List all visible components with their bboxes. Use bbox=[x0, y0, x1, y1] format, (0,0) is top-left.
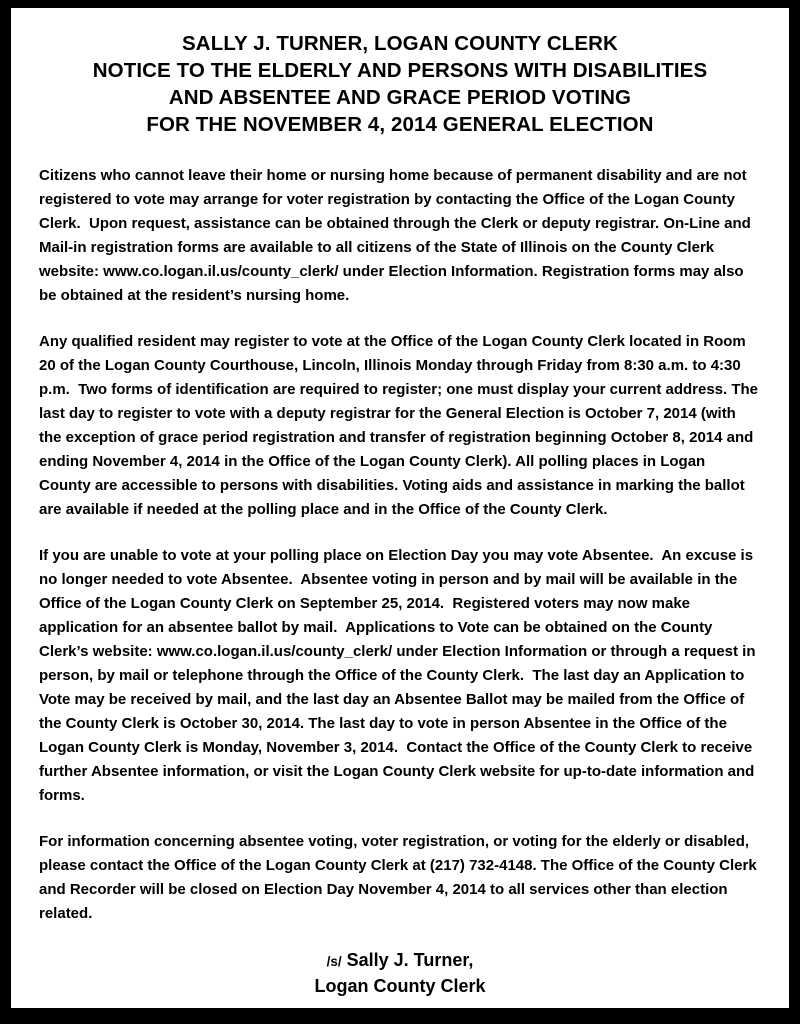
paragraph-registration-deadlines: Any qualified resident may register to vote at the Office of the Logan County Clerk located in Room 20 of the Logan County Courthouse, Lincoln, Illinois Monday through Friday from 8:30 a.m. to 4:30 p.m. Two forms of identification are required to register; one must display your current address. The last day to register to vote with a deputy registrar for the General Election is October 7, 2014 (with the exception of grace period registration and transfer of registration beginning October 8, 2014 and ending November 4, 2014 in the Office of the Logan County Clerk). All polling places in Logan County are accessible to persons with disabilities. Voting aids and assistance in marking the ballot are available if needed at the polling place and in the Office of the County Clerk. bbox=[39, 333, 763, 518]
header-line-voting-types: AND ABSENTEE AND GRACE PERIOD VOTING bbox=[168, 86, 632, 109]
header-line-clerk-name: SALLY J. TURNER, LOGAN COUNTY CLERK bbox=[182, 32, 618, 55]
header-line-notice-audience: NOTICE TO THE ELDERLY AND PERSONS WITH DISABILITIES bbox=[92, 59, 708, 82]
paragraph-contact-information: For information concerning absentee voting, voter registration, or voting for the elderly or disabled, please contact the Office of the Logan County Clerk at (217) 732-4148. The Office of the County Clerk and Recorder will be closed on Election Day November 4, 2014 to all services other than election related. bbox=[39, 833, 761, 922]
paragraph-absentee-voting: If you are unable to vote at your polling place on Election Day you may vote Absentee. An excuse is no longer needed to vote Absentee. Absentee voting in person and by mail will be available in the Office of the Logan County Clerk on September 25, 2014. Registered voters may now make application for an absentee ballot by mail. Applications to Vote can be obtained on the County Clerk’s website: www.co.logan.il.us/county_clerk/ under Election Information or through a request in person, by mail or telephone through the Office of the County Clerk. The last day an Application to Vote may be received by mail, and the last day an Absentee Ballot may be mailed from the Office of the County Clerk is October 30, 2014. The last day to vote in person Absentee in the Office of the Logan County Clerk is Monday, November 3, 2014. Contact the Office of the County Clerk to receive further Absentee information, or visit the Logan County Clerk website for up-to-date information and forms. bbox=[39, 547, 760, 804]
notice-body bbox=[39, 164, 761, 926]
notice-header bbox=[39, 30, 761, 138]
signature-name: Sally J. Turner, bbox=[346, 950, 474, 970]
signature-prefix: /s/ bbox=[326, 954, 342, 969]
header-line-election-date: FOR THE NOVEMBER 4, 2014 GENERAL ELECTION bbox=[146, 113, 654, 136]
paragraph-homebound-registration: Citizens who cannot leave their home or nursing home because of permanent disability and are not registered to vote may arrange for voter registration by contacting the Office of the Logan County Clerk. Upon request, assistance can be obtained through the Clerk or deputy registrar. On-Line and Mail-in registration forms are available to all citizens of the State of Illinois on the County Clerk website: www.co.logan.il.us/county_clerk/ under Election Information. Registration forms may also be obtained at the resident’s nursing home. bbox=[39, 167, 755, 304]
signature-title: Logan County Clerk bbox=[314, 976, 486, 996]
signature-line-name bbox=[39, 948, 761, 974]
signature-block bbox=[39, 948, 761, 999]
notice-page bbox=[11, 8, 789, 1008]
